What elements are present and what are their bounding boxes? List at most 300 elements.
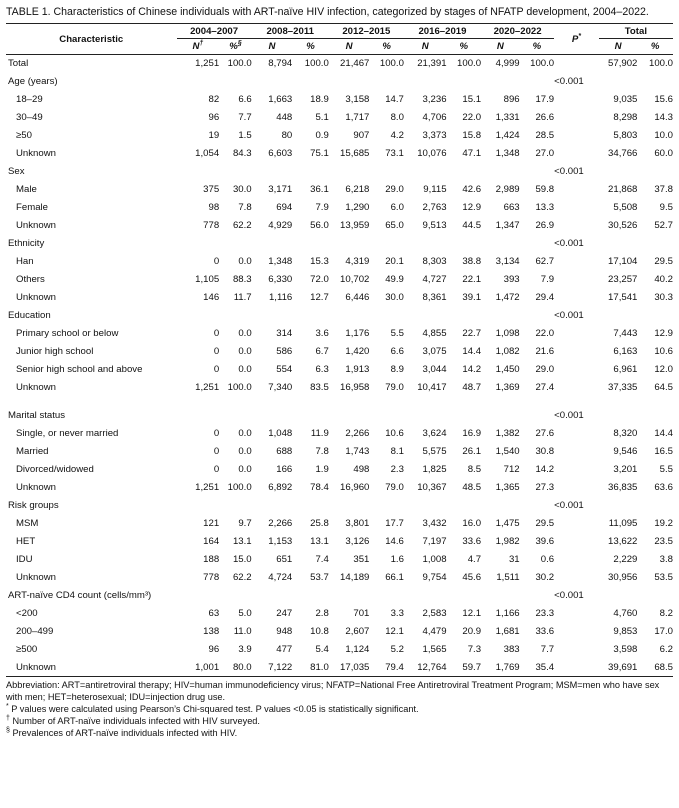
table-row: [6, 497, 673, 515]
percent-cell: [292, 407, 329, 425]
count-cell: 688: [276, 446, 293, 457]
table-row: [6, 425, 673, 443]
count-cell: 663: [503, 202, 520, 213]
count-cell: 1,098: [495, 328, 520, 339]
count-cell: 9,513: [422, 220, 447, 231]
percent-cell: 56.0: [310, 220, 329, 231]
table-row: [6, 307, 673, 325]
percent-cell: 0.6: [540, 554, 555, 565]
row-label: Unknown: [16, 148, 56, 159]
percent-cell: 11.7: [233, 292, 252, 303]
p-value-cell: [554, 461, 599, 479]
percent-cell: 20.9: [462, 626, 482, 637]
count-cell: 1,251: [195, 382, 220, 393]
percent-cell: 59.8: [535, 184, 555, 195]
count-cell: 57,902: [608, 58, 638, 70]
p-value-cell: [554, 109, 599, 127]
count-cell: 5,803: [613, 130, 638, 141]
p-value-cell: [554, 145, 599, 163]
count-cell: 3,171: [268, 184, 293, 195]
row-label: Total: [8, 58, 29, 70]
count-cell: 9,853: [613, 626, 638, 637]
count-cell: 0: [213, 328, 220, 339]
count-cell: 23,257: [608, 274, 638, 285]
percent-cell: 53.7: [310, 572, 329, 583]
table-row: [6, 271, 673, 289]
percent-cell: 5.1: [315, 112, 329, 123]
percent-cell: 6.7: [315, 346, 329, 357]
row-label: Risk groups: [8, 500, 59, 511]
count-cell: 12,764: [404, 659, 447, 677]
table-row: [6, 605, 673, 623]
percent-cell: 10.0: [654, 130, 673, 141]
percent-cell: 45.6: [462, 572, 482, 583]
percent-cell: 0.0: [238, 346, 252, 357]
p-value-cell: [554, 379, 599, 397]
count-cell: 10,417: [417, 382, 447, 393]
percent-cell: [637, 73, 673, 91]
percent-cell: [520, 163, 555, 181]
percent-cell: 21.6: [535, 346, 555, 357]
percent-cell: 22.1: [462, 274, 482, 285]
count-cell: 2,607: [345, 626, 370, 637]
count-cell: 5,575: [422, 446, 447, 457]
count-cell: 1,769: [481, 659, 520, 677]
percent-cell: 16.0: [462, 518, 482, 529]
p-value-note: * P values were calculated using Pearson’s Chi-squared test. P values <0.05 is statistically significant.: [6, 702, 419, 714]
count-cell: 4,479: [422, 626, 447, 637]
count-cell: 1,251: [195, 58, 220, 70]
table-row: [6, 641, 673, 659]
pct-header: %: [382, 41, 391, 52]
percent-cell: 19.2: [654, 518, 673, 529]
count-cell: 2,763: [422, 202, 447, 213]
row-label: Unknown: [16, 572, 56, 583]
count-cell: 10,076: [417, 148, 447, 159]
count-cell: 4,727: [422, 274, 447, 285]
percent-cell: 66.1: [385, 572, 404, 583]
p-value-cell: [554, 325, 599, 343]
count-cell: 98: [208, 202, 220, 213]
count-cell: [252, 163, 293, 181]
count-cell: 1,001: [177, 659, 220, 677]
percent-cell: 7.7: [238, 112, 252, 123]
count-cell: 1,365: [495, 482, 520, 493]
row-label: 200–499: [16, 626, 54, 637]
count-cell: 3,134: [495, 256, 520, 267]
p-value-cell: <0.001: [554, 310, 584, 321]
count-cell: 21,391: [417, 58, 447, 70]
percent-cell: 42.6: [462, 184, 482, 195]
p-value-cell: [554, 569, 599, 587]
count-cell: 188: [203, 554, 220, 565]
percent-cell: 12.0: [654, 364, 673, 375]
table-row: [6, 379, 673, 397]
count-cell: 6,163: [613, 346, 638, 357]
count-cell: 10,367: [417, 482, 447, 493]
percent-cell: 30.2: [535, 572, 555, 583]
count-cell: 1,116: [268, 292, 293, 303]
percent-cell: 17.7: [385, 518, 404, 529]
percent-cell: 9.5: [659, 202, 673, 213]
percent-cell: 79.4: [369, 659, 404, 677]
count-cell: 1,663: [268, 94, 293, 105]
count-cell: 247: [276, 608, 293, 619]
percent-cell: 1.5: [238, 130, 252, 141]
count-cell: 1,982: [495, 536, 520, 547]
percent-cell: 13.1: [310, 536, 329, 547]
percent-cell: 100.0: [227, 482, 252, 493]
count-cell: 15,685: [340, 148, 370, 159]
percent-cell: [219, 587, 251, 605]
p-value-cell: [554, 55, 599, 73]
percent-cell: 6.6: [390, 346, 404, 357]
document-page: [6, 0, 673, 739]
percent-cell: 100.0: [457, 58, 482, 70]
table-row: [6, 551, 673, 569]
row-label: Unknown: [6, 659, 177, 677]
count-cell: [481, 497, 520, 515]
count-cell: 477: [276, 644, 293, 655]
row-label: 18–29: [16, 94, 43, 105]
characteristic-header: Characteristic: [6, 24, 177, 55]
table-row: [6, 407, 673, 425]
percent-cell: 7.8: [315, 446, 329, 457]
count-cell: 554: [276, 364, 293, 375]
count-cell: 4,760: [613, 608, 638, 619]
row-label: MSM: [16, 518, 39, 529]
percent-cell: 15.8: [462, 130, 482, 141]
count-cell: 8,794: [268, 58, 293, 70]
percent-cell: 59.7: [447, 659, 482, 677]
percent-cell: 53.5: [654, 572, 673, 583]
percent-cell: 1.9: [315, 464, 329, 475]
count-cell: 3,373: [422, 130, 447, 141]
percent-cell: 12.9: [462, 202, 482, 213]
percent-cell: [219, 235, 251, 253]
count-cell: 651: [276, 554, 293, 565]
count-cell: [404, 163, 447, 181]
table-row: [6, 289, 673, 307]
percent-cell: [447, 497, 482, 515]
count-cell: 1,348: [268, 256, 293, 267]
row-label: Single, or never married: [16, 428, 119, 439]
count-cell: [599, 73, 638, 91]
percent-cell: 7.7: [540, 644, 555, 655]
count-cell: 3,598: [613, 644, 638, 655]
count-cell: 82: [208, 94, 220, 105]
percent-cell: 26.1: [462, 446, 482, 457]
p-value-cell: [554, 199, 599, 217]
p-value-cell: [554, 181, 599, 199]
count-cell: 30,956: [608, 572, 638, 583]
percent-cell: [369, 235, 404, 253]
count-cell: 1,105: [195, 274, 220, 285]
spacer-row: [6, 397, 673, 407]
row-label: Education: [8, 310, 51, 321]
count-cell: 0: [213, 364, 220, 375]
percent-cell: 60.0: [654, 148, 673, 159]
percent-cell: 88.3: [232, 274, 252, 285]
percent-cell: 2.3: [390, 464, 404, 475]
count-cell: [329, 307, 370, 325]
count-cell: 7,197: [422, 536, 447, 547]
count-cell: 13,959: [340, 220, 370, 231]
count-cell: [252, 407, 293, 425]
percent-cell: 30.8: [535, 446, 555, 457]
p-value-cell: [554, 479, 599, 497]
percent-cell: [369, 73, 404, 91]
count-cell: 34,766: [608, 148, 638, 159]
percent-cell: 79.0: [385, 482, 404, 493]
percent-cell: 5.5: [390, 328, 404, 339]
percent-cell: 73.1: [385, 148, 404, 159]
period-header-2004-2007: 2004–2007: [177, 24, 252, 39]
percent-cell: [520, 587, 555, 605]
percent-cell: 49.9: [385, 274, 404, 285]
row-label: Ethnicity: [8, 238, 45, 249]
percent-cell: [369, 307, 404, 325]
p-value-cell: [554, 289, 599, 307]
count-cell: 701: [353, 608, 370, 619]
percent-cell: 11.9: [310, 428, 329, 439]
percent-cell: 23.5: [654, 536, 673, 547]
percent-cell: 62.2: [232, 220, 252, 231]
percent-cell: 27.3: [535, 482, 555, 493]
percent-cell: 81.0: [292, 659, 329, 677]
p-value-cell: [554, 217, 599, 235]
count-cell: 6,603: [268, 148, 293, 159]
percent-cell: [219, 497, 251, 515]
percent-cell: 44.5: [462, 220, 482, 231]
percent-cell: 6.2: [659, 644, 673, 655]
percent-cell: [637, 587, 673, 605]
count-cell: 7,122: [252, 659, 293, 677]
characteristics-table: [6, 23, 673, 677]
table-row: [6, 443, 673, 461]
count-cell: 1,743: [345, 446, 370, 457]
percent-cell: 5.4: [315, 644, 329, 655]
percent-cell: 72.0: [310, 274, 329, 285]
count-cell: [404, 587, 447, 605]
count-cell: [599, 587, 638, 605]
percent-cell: 8.5: [467, 464, 482, 475]
period-header-2008-2011: 2008–2011: [252, 24, 329, 39]
percent-cell: 0.0: [238, 446, 252, 457]
count-cell: 14,189: [340, 572, 370, 583]
percent-cell: 10.6: [385, 428, 404, 439]
count-cell: 1,176: [345, 328, 370, 339]
percent-cell: 33.6: [535, 626, 555, 637]
percent-cell: 0.0: [238, 256, 252, 267]
count-cell: 6,961: [613, 364, 638, 375]
count-cell: 4,929: [268, 220, 293, 231]
percent-cell: 64.5: [654, 382, 673, 393]
count-cell: 21,868: [608, 184, 638, 195]
count-cell: 164: [203, 536, 220, 547]
count-cell: [599, 307, 638, 325]
count-cell: [481, 307, 520, 325]
percent-cell: 13.1: [232, 536, 252, 547]
row-label: IDU: [16, 554, 33, 565]
p-value-cell: [554, 91, 599, 109]
percent-cell: 2.8: [315, 608, 329, 619]
count-cell: 1,472: [495, 292, 520, 303]
p-value-cell: <0.001: [554, 500, 584, 511]
row-label: Unknown: [16, 220, 56, 231]
table-row: [6, 163, 673, 181]
count-cell: [177, 407, 220, 425]
percent-cell: 14.3: [654, 112, 673, 123]
count-cell: 3,201: [613, 464, 638, 475]
percent-cell: 7.9: [540, 274, 555, 285]
n-header: N: [268, 41, 276, 52]
count-cell: 9,115: [423, 184, 447, 195]
percent-cell: 3.9: [238, 644, 252, 655]
count-cell: 375: [203, 184, 220, 195]
percent-cell: 14.2: [462, 364, 482, 375]
count-cell: 3,126: [345, 536, 370, 547]
count-cell: 8,303: [422, 256, 447, 267]
percent-cell: [447, 73, 482, 91]
count-cell: 1,681: [495, 626, 520, 637]
row-label: ≥500: [16, 644, 38, 655]
percent-cell: 4.2: [390, 130, 404, 141]
count-cell: 948: [276, 626, 293, 637]
percent-cell: [447, 307, 482, 325]
count-cell: 138: [203, 626, 220, 637]
percent-cell: 30.3: [654, 292, 673, 303]
p-value-cell: [554, 443, 599, 461]
count-cell: 2,266: [268, 518, 293, 529]
percent-cell: [292, 235, 329, 253]
count-cell: 5,508: [613, 202, 638, 213]
count-cell: 907: [353, 130, 370, 141]
count-cell: [404, 73, 447, 91]
count-cell: 1,290: [345, 202, 370, 213]
row-label: Han: [16, 256, 34, 267]
p-value-cell: [554, 253, 599, 271]
percent-cell: 0.0: [238, 328, 252, 339]
percent-cell: 36.1: [310, 184, 329, 195]
percent-cell: 11.0: [233, 626, 252, 637]
table-body: [6, 55, 673, 677]
count-cell: 1,331: [495, 112, 520, 123]
count-cell: 4,724: [268, 572, 293, 583]
count-cell: 1,348: [495, 148, 520, 159]
percent-cell: 47.1: [462, 148, 482, 159]
count-cell: 7,340: [268, 382, 293, 393]
percent-cell: 10.8: [310, 626, 329, 637]
n-note: † Number of ART-naïve individuals infected with HIV surveyed.: [6, 714, 260, 726]
count-cell: 1,825: [422, 464, 447, 475]
percent-cell: [369, 587, 404, 605]
count-cell: 1,511: [496, 572, 520, 583]
percent-cell: 14.7: [385, 94, 404, 105]
percent-cell: 22.7: [462, 328, 482, 339]
count-cell: 1,082: [495, 346, 520, 357]
count-cell: 1,347: [495, 220, 520, 231]
percent-cell: 7.9: [315, 202, 329, 213]
percent-cell: 7.4: [315, 554, 329, 565]
count-cell: 1,475: [495, 518, 520, 529]
p-value-cell: [554, 605, 599, 623]
table-row: [6, 73, 673, 91]
p-value-header: P*: [554, 24, 599, 55]
table-row: [6, 181, 673, 199]
pct-header: %: [459, 41, 469, 52]
row-label: Others: [16, 274, 45, 285]
table-title: TABLE 1. Characteristics of Chinese individuals with ART-naïve HIV infection, categorized by stages of NFATP development, 2004–2022.: [6, 6, 649, 18]
count-cell: 0: [213, 446, 220, 457]
count-cell: [177, 587, 220, 605]
percent-cell: 29.0: [385, 184, 404, 195]
table-row: [6, 587, 673, 605]
count-cell: 3,624: [422, 428, 447, 439]
count-cell: 16,960: [340, 482, 370, 493]
row-label: Divorced/widowed: [16, 464, 94, 475]
row-label: Unknown: [16, 482, 56, 493]
count-cell: 694: [276, 202, 293, 213]
percent-cell: 3.3: [390, 608, 404, 619]
row-label: HET: [16, 536, 36, 547]
count-cell: 1,424: [495, 130, 520, 141]
percent-cell: 28.5: [535, 130, 555, 141]
percent-cell: 100.0: [648, 58, 673, 70]
percent-cell: 14.2: [535, 464, 555, 475]
percent-cell: 8.9: [390, 364, 404, 375]
total-header: Total: [599, 24, 673, 39]
n-header: N: [345, 41, 353, 52]
percent-cell: [447, 235, 482, 253]
count-cell: 1,153: [268, 536, 293, 547]
table-row: [6, 127, 673, 145]
count-cell: 6,330: [268, 274, 293, 285]
count-cell: 1,124: [345, 644, 370, 655]
percent-cell: [637, 307, 673, 325]
percent-cell: 8.1: [390, 446, 404, 457]
p-value-cell: <0.001: [554, 166, 584, 177]
percent-cell: 16.5: [654, 446, 673, 457]
count-cell: 2,266: [345, 428, 370, 439]
p-value-cell: <0.001: [554, 76, 584, 87]
percent-cell: 40.2: [654, 274, 673, 285]
count-cell: [481, 407, 520, 425]
row-label: Senior high school and above: [16, 364, 143, 375]
percent-cell: 15.3: [310, 256, 329, 267]
count-cell: 351: [353, 554, 370, 565]
percent-cell: 12.1: [385, 626, 404, 637]
percent-cell: [292, 307, 329, 325]
table-row: [6, 217, 673, 235]
percent-cell: 3.8: [659, 554, 673, 565]
count-cell: 36,835: [608, 482, 638, 493]
count-cell: 8,298: [613, 112, 638, 123]
percent-cell: 29.5: [654, 256, 673, 267]
percent-cell: 12.7: [310, 292, 329, 303]
header-row-periods: [6, 24, 673, 39]
percent-cell: 26.9: [535, 220, 555, 231]
percent-cell: 20.1: [385, 256, 404, 267]
count-cell: 3,801: [345, 518, 370, 529]
row-label: <200: [16, 608, 38, 619]
period-header-2016-2019: 2016–2019: [404, 24, 481, 39]
percent-cell: 48.7: [462, 382, 482, 393]
count-cell: 6,892: [268, 482, 293, 493]
pct-header: %§: [229, 39, 242, 52]
count-cell: [252, 307, 293, 325]
count-cell: 393: [503, 274, 520, 285]
